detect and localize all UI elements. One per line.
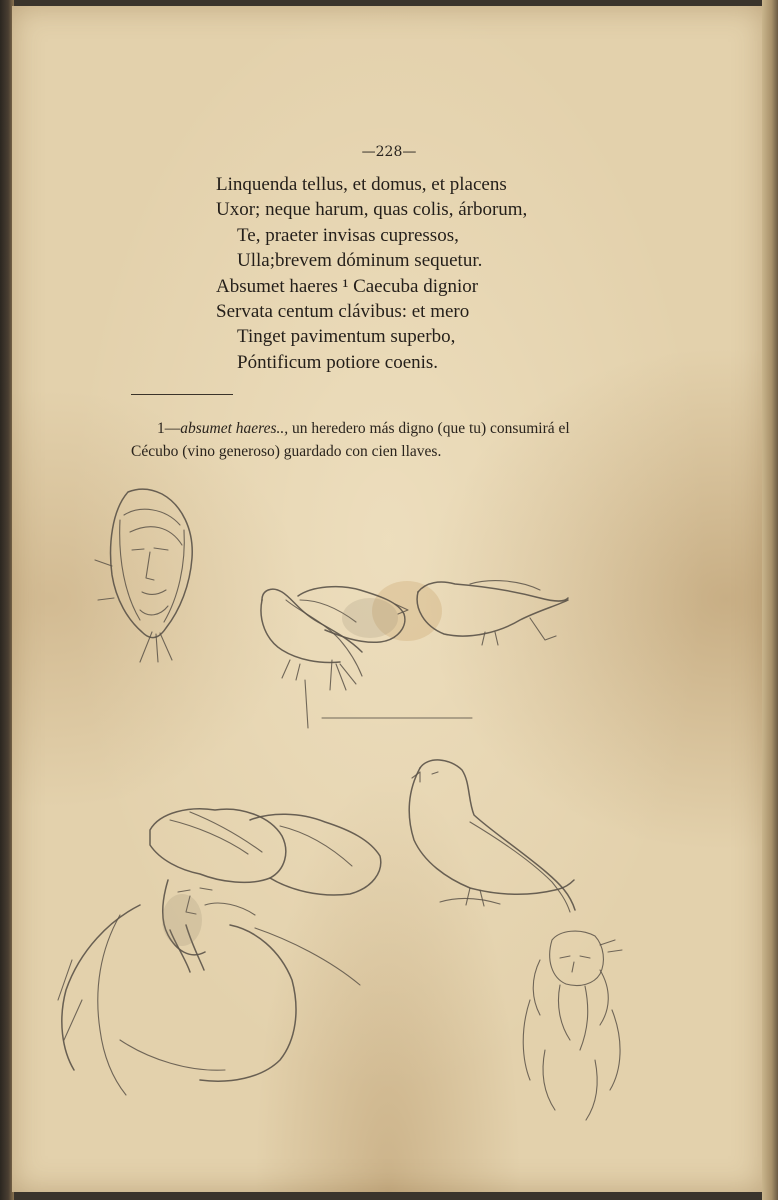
page-edge [762,0,778,1200]
poem-line: Linquenda tellus, et domus, et placens [216,174,507,195]
poem-line: Uxor; neque harum, quas colis, árborum, [216,199,528,221]
footnote [131,417,671,463]
page-number: —228— [361,144,417,160]
poem-line: Póntificum potiore coenis. [237,351,439,373]
poem-line: Servata centum clávibus: et mero [216,301,470,323]
poem-line: Ulla;brevem dóminum sequetur. [237,250,483,272]
poem-stanza [216,172,527,375]
poem-line: Te, praeter invisas cupressos, [237,224,459,246]
footnote-lead: absumet haeres.., [180,420,289,437]
poem-line: Absumet haeres ¹ Caecuba dignior [216,275,479,297]
footnote-text-continued: Cécubo (vino generoso) guardado con cien llaves. [131,443,442,460]
footnote-marker: 1— [157,420,181,437]
footnote-text: un heredero más digno (que tu) consumirá el [288,420,570,437]
poem-line: Tinget pavimentum superbo, [237,326,456,348]
footnote-separator [131,394,233,395]
paper-stain [372,581,442,641]
